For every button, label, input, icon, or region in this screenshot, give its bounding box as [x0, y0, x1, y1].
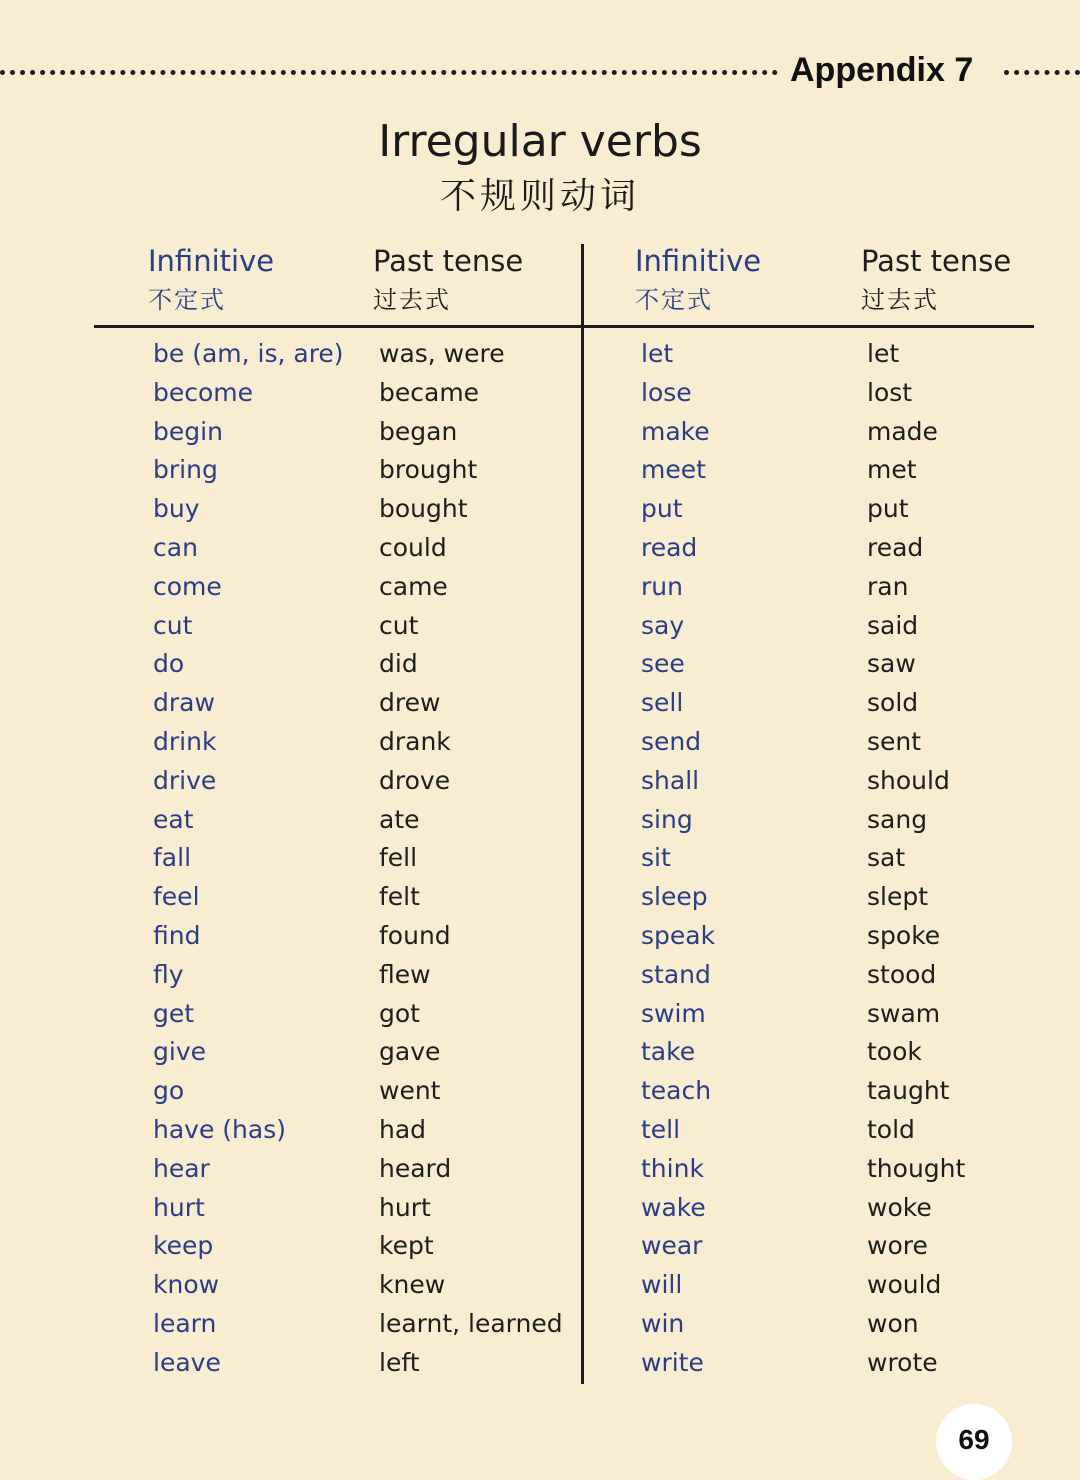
verb-past-tense: saw: [867, 649, 916, 679]
verb-past-tense: sang: [867, 804, 928, 834]
page-number: 69: [958, 1424, 990, 1455]
verb-infinitive: make: [641, 416, 710, 446]
verb-past-tense: said: [867, 610, 919, 640]
page-subtitle-chinese: 不规则动词: [439, 176, 640, 217]
verb-infinitive: speak: [641, 920, 716, 950]
verb-past-tense: told: [867, 1114, 915, 1144]
verb-infinitive: send: [641, 726, 702, 756]
page-number-badge: [936, 1404, 1012, 1480]
header-divider: [94, 325, 1034, 328]
verb-past-tense: drove: [379, 765, 451, 795]
verb-infinitive: run: [641, 571, 683, 601]
verb-past-tense: wore: [867, 1231, 928, 1261]
verb-infinitive: sleep: [641, 882, 708, 912]
verb-past-tense: taught: [867, 1076, 950, 1106]
verb-infinitive: will: [641, 1270, 683, 1300]
verb-infinitive: feel: [153, 882, 200, 912]
verb-infinitive: give: [153, 1037, 206, 1067]
verb-infinitive: cut: [153, 610, 193, 640]
header-past-left-en: Past tense: [373, 244, 524, 278]
verb-infinitive: think: [641, 1153, 704, 1183]
verb-past-tense: learnt, learned: [379, 1308, 563, 1338]
verb-past-tense: could: [379, 532, 447, 562]
verb-past-tense: heard: [379, 1153, 452, 1183]
verb-infinitive: be (am, is, are): [153, 339, 344, 368]
verb-past-tense: brought: [379, 455, 478, 485]
verb-past-tense: bought: [379, 494, 468, 524]
verb-infinitive: swim: [641, 998, 706, 1028]
verb-infinitive: take: [641, 1037, 696, 1067]
verb-infinitive: can: [153, 532, 198, 562]
verb-past-tense: swam: [867, 998, 941, 1028]
verb-past-tense: sent: [867, 726, 922, 756]
verb-past-tense: stood: [867, 959, 937, 989]
left-past-list: [379, 335, 563, 1383]
verb-infinitive: win: [641, 1308, 685, 1338]
verb-infinitive: begin: [153, 416, 223, 446]
verb-infinitive: have (has): [153, 1114, 286, 1144]
header-infinitive-right-en: Infinitive: [635, 244, 762, 278]
verb-past-tense: drank: [379, 726, 451, 756]
verb-infinitive: go: [153, 1076, 185, 1106]
verb-infinitive: lose: [641, 377, 692, 407]
header-past-left: [373, 240, 523, 318]
verb-infinitive: teach: [641, 1076, 712, 1106]
verb-past-tense: would: [867, 1270, 942, 1300]
verb-infinitive: put: [641, 494, 683, 524]
verb-infinitive: sit: [641, 843, 671, 873]
verb-past-tense: got: [379, 998, 420, 1028]
verb-infinitive: tell: [641, 1114, 681, 1144]
header-past-right: [861, 240, 1011, 318]
verb-past-tense: ran: [867, 571, 909, 601]
header-past-right-en: Past tense: [861, 244, 1012, 278]
verb-past-tense: read: [867, 532, 924, 562]
verb-past-tense: let: [867, 339, 900, 368]
verb-infinitive: write: [641, 1347, 704, 1377]
verb-infinitive: buy: [153, 494, 200, 524]
verb-infinitive: find: [153, 920, 201, 950]
verb-past-tense: woke: [867, 1192, 932, 1222]
verb-infinitive: meet: [641, 455, 706, 485]
verb-past-tense: lost: [867, 377, 913, 407]
verb-infinitive: do: [153, 649, 185, 679]
verb-infinitive: draw: [153, 688, 215, 718]
verb-past-tense: met: [867, 455, 917, 485]
verb-infinitive: fly: [153, 959, 184, 989]
verb-past-tense: left: [379, 1347, 420, 1377]
verb-past-tense: became: [379, 377, 480, 407]
verb-past-tense: wrote: [867, 1347, 938, 1377]
verb-infinitive: stand: [641, 959, 711, 989]
header-past-left-zh: 过去式: [373, 286, 451, 314]
verb-past-tense: sat: [867, 843, 906, 873]
dotted-rule-left: [0, 70, 778, 75]
header-infinitive-left: [148, 240, 274, 318]
appendix-label: Appendix 7: [790, 51, 974, 89]
verb-past-tense: knew: [379, 1270, 446, 1300]
header-infinitive-right-zh: 不定式: [635, 286, 713, 314]
verb-infinitive: keep: [153, 1231, 214, 1261]
verb-past-tense: went: [379, 1076, 441, 1106]
right-infinitive-list: [641, 335, 715, 1383]
verb-infinitive: drink: [153, 726, 217, 756]
verb-past-tense: flew: [379, 959, 431, 989]
verb-infinitive: wake: [641, 1192, 706, 1222]
verb-infinitive: see: [641, 649, 685, 679]
verb-past-tense: began: [379, 416, 458, 446]
verb-infinitive: hear: [153, 1153, 210, 1183]
header-infinitive-left-zh: 不定式: [148, 286, 226, 314]
header-infinitive-left-en: Infinitive: [148, 244, 275, 278]
verb-infinitive: let: [641, 339, 674, 368]
verb-past-tense: took: [867, 1037, 922, 1067]
verb-past-tense: had: [379, 1114, 427, 1144]
verb-past-tense: spoke: [867, 920, 941, 950]
verb-past-tense: gave: [379, 1037, 441, 1067]
header-past-right-zh: 过去式: [861, 286, 939, 314]
verb-past-tense: put: [867, 494, 909, 524]
verb-past-tense: fell: [379, 843, 418, 873]
verb-infinitive: shall: [641, 765, 700, 795]
verb-past-tense: came: [379, 571, 448, 601]
page-title: Irregular verbs: [378, 116, 702, 167]
right-past-list: [867, 335, 965, 1383]
column-divider: [581, 244, 584, 1384]
verb-past-tense: won: [867, 1308, 919, 1338]
verb-infinitive: sing: [641, 804, 693, 834]
verb-past-tense: sold: [867, 688, 919, 718]
verb-infinitive: fall: [153, 843, 192, 873]
verb-past-tense: was, were: [379, 339, 505, 368]
verb-infinitive: say: [641, 610, 685, 640]
verb-past-tense: cut: [379, 610, 419, 640]
verb-infinitive: come: [153, 571, 222, 601]
appendix-header: [0, 48, 1080, 92]
verb-infinitive: wear: [641, 1231, 703, 1261]
verb-past-tense: ate: [379, 804, 420, 834]
verb-infinitive: know: [153, 1270, 220, 1300]
verb-infinitive: learn: [153, 1308, 217, 1338]
verb-past-tense: felt: [379, 882, 420, 912]
verb-past-tense: should: [867, 765, 950, 795]
verb-past-tense: thought: [867, 1153, 966, 1183]
verb-past-tense: found: [379, 920, 451, 950]
verb-infinitive: bring: [153, 455, 218, 485]
verb-infinitive: become: [153, 377, 254, 407]
verb-infinitive: get: [153, 998, 195, 1028]
verb-infinitive: sell: [641, 688, 684, 718]
verb-past-tense: drew: [379, 688, 441, 718]
verb-past-tense: kept: [379, 1231, 434, 1261]
dotted-rule-right: [1004, 70, 1080, 75]
verb-infinitive: hurt: [153, 1192, 205, 1222]
verb-past-tense: made: [867, 416, 938, 446]
verb-past-tense: did: [379, 649, 418, 679]
left-infinitive-list: [153, 335, 344, 1383]
verb-past-tense: hurt: [379, 1192, 431, 1222]
verb-infinitive: read: [641, 532, 698, 562]
verb-infinitive: eat: [153, 804, 194, 834]
header-infinitive-right: [635, 240, 761, 318]
verb-infinitive: drive: [153, 765, 217, 795]
verb-infinitive: leave: [153, 1347, 221, 1377]
verb-past-tense: slept: [867, 882, 929, 912]
